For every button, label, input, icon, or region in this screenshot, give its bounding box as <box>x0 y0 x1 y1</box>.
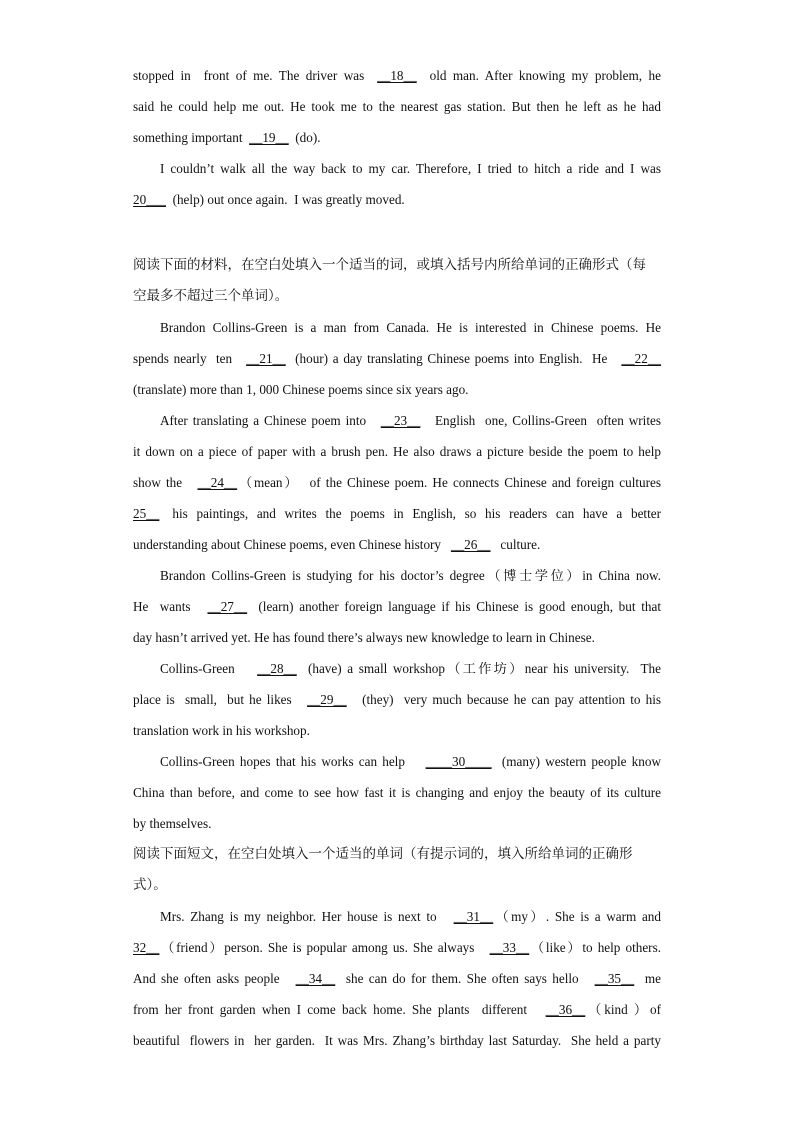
answer-blank: __28__ <box>257 661 297 676</box>
text-line <box>133 60 661 91</box>
line-text: （like）to help others. <box>529 940 661 955</box>
text-line <box>133 591 661 622</box>
answer-blank: __18__ <box>377 68 417 83</box>
line-text: understanding about Chinese poems, even Chinese history <box>133 537 451 552</box>
line-text: culture. <box>490 537 541 552</box>
answer-blank: __26__ <box>450 537 491 552</box>
answer-blank: 25__ <box>133 506 160 521</box>
text-line <box>133 184 405 215</box>
line-text: （friend）person. She is popular among us. She always <box>159 940 490 955</box>
line-text: （my）. She is a warm and <box>493 909 661 924</box>
answer-blank: __31__ <box>453 909 494 924</box>
line-text: 阅读下面的材料，在空白处填入一个适当的词，或填入括号内所给单词的正确形式（每 <box>133 257 646 273</box>
text-line <box>160 153 661 184</box>
line-text: Collins-Green hopes that his works can help <box>160 754 426 769</box>
text-line <box>133 250 646 281</box>
line-text: Brandon Collins-Green is a man from Canada. He is interested in Chinese poems. He <box>160 320 661 335</box>
text-line <box>133 91 661 122</box>
text-line <box>133 870 167 901</box>
line-text: China than before, and come to see how fast it is changing and enjoy the beauty of its culture <box>133 785 661 800</box>
line-text: place is small, but he likes <box>133 692 308 707</box>
text-line <box>133 963 661 994</box>
answer-blank: __19__ <box>249 130 289 145</box>
line-text: He wants <box>133 599 208 614</box>
text-line <box>133 281 288 312</box>
answer-blank: 20___ <box>133 192 166 207</box>
line-text: 阅读下面短文，在空白处填入一个适当的单词（有提示词的，填入所给单词的正确形 <box>133 846 633 862</box>
line-text: said he could help me out. He took me to the nearest gas station. But then he left as he had <box>133 99 661 114</box>
text-line <box>133 374 468 405</box>
text-line <box>133 932 661 963</box>
line-text: his paintings, and writes the poems in English, so his readers can have a better <box>159 506 661 521</box>
line-text: (they) very much because he can pay attention to his <box>346 692 662 707</box>
text-line <box>160 746 661 777</box>
line-text: it down on a piece of paper with a brush pen. He also draws a picture beside the poem to help <box>133 444 661 459</box>
text-line <box>133 122 321 153</box>
text-line <box>160 405 661 436</box>
line-text: something important <box>133 130 250 145</box>
text-line <box>133 808 211 839</box>
line-text: I couldn’t walk all the way back to my car. Therefore, I tried to hitch a ride and I was <box>160 161 661 176</box>
text-line <box>133 467 661 498</box>
line-text: from her front garden when I come back home. She plants different <box>133 1002 546 1017</box>
line-text: Mrs. Zhang is my neighbor. Her house is next to <box>160 909 454 924</box>
answer-blank: __21__ <box>246 351 286 366</box>
line-text: (help) out once again. I was greatly moved. <box>165 192 405 207</box>
text-line <box>133 715 310 746</box>
line-text: beautiful flowers in her garden. It was Mrs. Zhang’s birthday last Saturday. She held a party <box>133 1033 661 1048</box>
text-line <box>133 839 633 870</box>
text-line <box>133 994 661 1025</box>
line-text: (do). <box>288 130 321 145</box>
line-text: (translate) more than 1, 000 Chinese poems since six years ago. <box>133 382 469 397</box>
answer-blank: ____30____ <box>425 754 492 769</box>
answer-blank: __27__ <box>207 599 248 614</box>
line-text: Collins-Green <box>160 661 258 676</box>
text-line <box>133 529 540 560</box>
text-line <box>133 684 661 715</box>
text-line <box>133 498 661 529</box>
line-text: stopped in front of me. The driver was <box>133 68 378 83</box>
answer-blank: 32__ <box>133 940 160 955</box>
answer-blank: __23__ <box>380 413 421 428</box>
line-text: she can do for them. She often says hello <box>335 971 595 986</box>
line-text: translation work in his workshop. <box>133 723 310 738</box>
text-line <box>160 560 661 591</box>
line-text: show the <box>133 475 198 490</box>
text-line <box>160 653 661 684</box>
answer-blank: __33__ <box>489 940 530 955</box>
line-text: (many) western people know <box>491 754 661 769</box>
line-text: by themselves. <box>133 816 212 831</box>
text-line <box>133 436 661 467</box>
line-text: (hour) a day translating Chinese poems into English. He <box>285 351 622 366</box>
line-text: 空最多不超过三个单词）。 <box>133 288 289 304</box>
line-text: English one, Collins-Green often writes <box>420 413 661 428</box>
text-line <box>160 901 661 932</box>
line-text: me <box>634 971 661 986</box>
answer-blank: __34__ <box>295 971 336 986</box>
line-text: Brandon Collins-Green is studying for his doctor’s degree（博士学位）in China now. <box>160 568 661 583</box>
line-text: old man. After knowing my problem, he <box>416 68 661 83</box>
line-text: And she often asks people <box>133 971 296 986</box>
line-text: After translating a Chinese poem into <box>160 413 381 428</box>
text-line <box>133 343 661 374</box>
text-line <box>133 777 661 808</box>
answer-blank: __36__ <box>545 1002 586 1017</box>
answer-blank: __35__ <box>594 971 635 986</box>
line-text: （kind ）of <box>585 1002 661 1017</box>
line-text: （mean） of the Chinese poem. He connects Chinese and foreign cultures <box>237 475 661 490</box>
text-line <box>160 312 661 343</box>
line-text: 式）。 <box>133 877 167 893</box>
answer-blank: __29__ <box>307 692 347 707</box>
text-line <box>133 622 595 653</box>
line-text: (have) a small workshop（工作坊）near his university. The <box>296 661 661 676</box>
answer-blank: __22__ <box>621 351 661 366</box>
line-text: (learn) another foreign language if his Chinese is good enough, but that <box>247 599 661 614</box>
text-line <box>133 1025 661 1056</box>
line-text: spends nearly ten <box>133 351 247 366</box>
answer-blank: __24__ <box>197 475 238 490</box>
line-text: day hasn’t arrived yet. He has found there’s always new knowledge to learn in Chinese. <box>133 630 595 645</box>
